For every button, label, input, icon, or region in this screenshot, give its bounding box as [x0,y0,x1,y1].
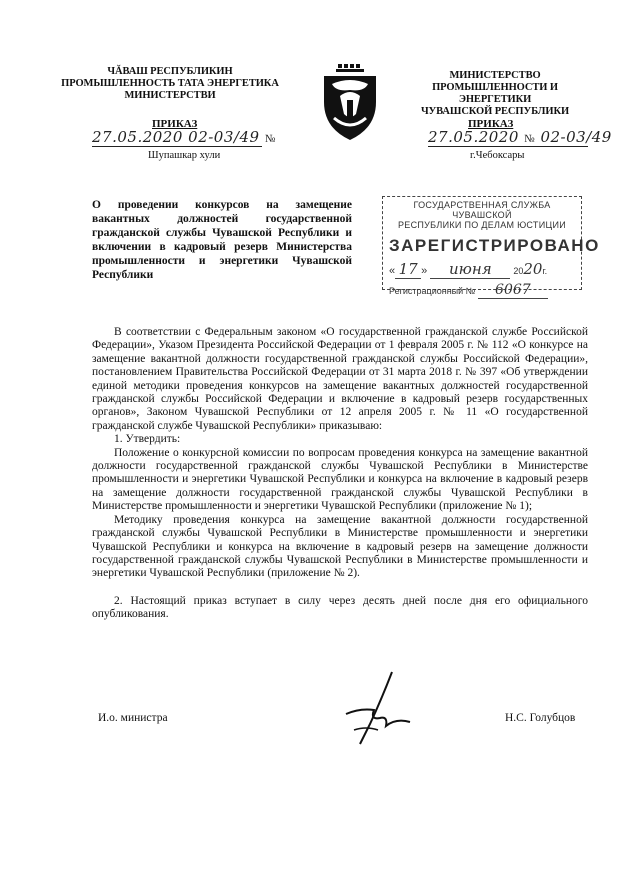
header-left-line3: МИНИСТЕРСТВИ [124,90,216,101]
registration-stamp [382,196,600,298]
stamp-date: « 17 » июня 2020г. [389,260,548,278]
document-subject: О проведении конкурсов на замещение вакантных должностей государственной гражданской службы Чувашской Республики и включении в кадровый резерв Министерства промышленности и энергетики Чувашской Республики [92,199,352,281]
document-body [92,326,588,622]
header-right-line1: МИНИСТЕРСТВО [449,70,541,81]
stamp-line1: ГОСУДАРСТВЕННАЯ СЛУЖБА ЧУВАШСКОЙ [413,200,551,220]
header-right-org [400,70,590,118]
header-left-prikaz: ПРИКАЗ [152,118,198,130]
header-right-line3: ЧУВАШСКОЙ РЕСПУБЛИКИ [420,106,570,117]
header-right-line2: ПРОМЫШЛЕННОСТИ И ЭНЕРГЕТИКИ [432,82,558,105]
stamp-registered: ЗАРЕГИСТРИРОВАНО [389,236,600,255]
stamp-line2: РЕСПУБЛИКИ ПО ДЕЛАМ ЮСТИЦИИ [397,220,566,230]
header-left-org [50,66,290,102]
header-right-underline [428,146,588,147]
header-left-city: Шупашкар хули [148,150,221,161]
header-left-line2: ПРОМЫШЛЕННОСТЬ ТАТА ЭНЕРГЕТИКА [61,78,279,89]
body-item-1b: Методику проведения конкурса на замещение вакантной должности государственной гражданской службы Чувашской Республики в Министерстве промышленности и энергетики Чувашской Республики и конкурса на включение в кадровый резерв на замещение должности государственной гражданской службы Чувашской Республики в Министерстве промышленности и энергетики Чувашской Республики (приложение № 2). [92,513,588,580]
body-item-2: 2. Настоящий приказ вступает в силу через десять дней после дня его официального опубликования. [92,594,588,621]
header-left-date-number: 27.05.2020 02-03/49 № [92,128,276,146]
stamp-reg-number: Регистрационный № 6067 [389,282,575,299]
header-right-city: г.Чебоксары [470,150,525,161]
header-right-prikaz: ПРИКАЗ [468,118,514,130]
handwritten-signature [330,668,420,748]
coat-of-arms-emblem [318,62,382,142]
signer-name: Н.С. Голубцов [505,712,576,724]
header-left-line1: ЧĂВАШ РЕСПУБЛИКИН [107,66,233,77]
header-left-underline [92,146,262,147]
body-item-1a: Положение о конкурсной комиссии по вопросам проведения конкурса на замещение вакантной должности государственной гражданской службы Чувашской Республики в Министерстве промышленности и энергетики Чувашской Республики и конкурса на включение в кадровый резерв на замещение должности государственной гражданской службы Чувашской Республики в Министерстве промышленности и энергетики Чувашской Республики (приложение № 1); [92,446,588,513]
header-right-date-number: 27.05.2020 № 02-03/49 [428,128,612,146]
signer-position: И.о. министра [98,712,168,724]
body-preamble: В соответствии с Федеральным законом «О государственной гражданской службе Российской Федерации», Указом Президента Российской Федерации от 1 февраля 2005 г. № 112 «О конкурсе на замещение вакантной должности государственной гражданской службы Российской Федерации», постановлением Правительства Российской Федерации от 31 марта 2018 г. № 397 «Об утверждении единой методики проведения конкурсов на замещение вакантных должностей государственной гражданской службы Российской Федерации и включение в кадровый резерв государственных органов», Законом Чувашской Республики от 12 апреля 2005 г. № 11 «О государственной гражданской службе Чувашской Республики» приказываю: [92,326,588,432]
body-item-1: 1. Утвердить: [114,433,181,446]
